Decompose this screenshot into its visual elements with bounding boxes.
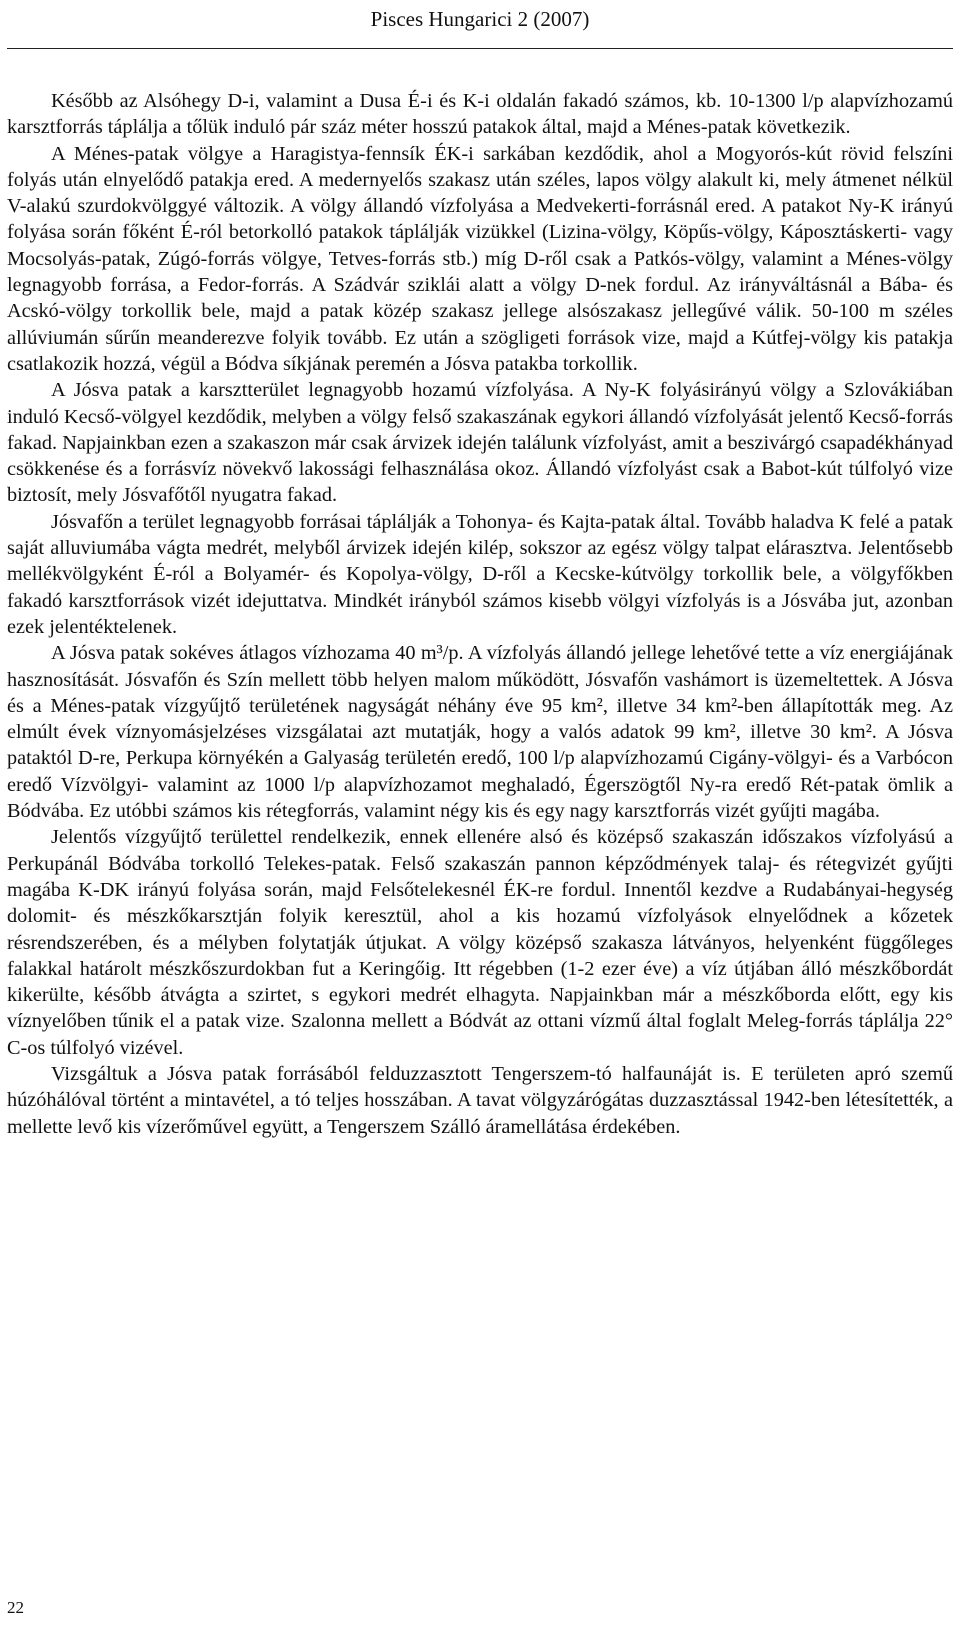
paragraph: A Ménes-patak völgye a Haragistya-fennsík ÉK-i sarkában kezdődik, ahol a Mogyorós-kút rövid felszíni folyás után elnyelődő patakja ered. A medernyelős szakasz után széles, lapos völgy alakult ki, mely átmenet nélkül V-alakú szurdokvölggyé változik. A völgy állandó vízfolyása a Medvekerti-forrásnál ered. A patakot Ny-K irányú folyása során főként É-ról betorkolló patakok táplálják vizükkel (Lizina-völgy, Köpűs-völgy, Káposztáskerti- vagy Mocsolyás-patak, Zúgó-forrás völgye, Tetves-forrás stb.) míg D-ről csak a Patkós-völgy, valamint a Ménes-völgy legnagyobb forrása, a Fedor-forrás. A Szádvár sziklái alatt a völgy D-nek fordul. Az irányváltásnál a Bába- és Acskó-völgy torkollik bele, majd a patak közép szakasz jellege alsószakasz jellegűvé válik. 50-100 m széles allúviumán sűrűn meanderezve folyik tovább. Ez után a szögligeti források vize, majd a Kútfej-völgy kis patakja csatlakozik hozzá, végül a Bódva síkjának peremén a Jósva patakba torkollik.	[7, 142, 953, 375]
paragraph: Jósvafőn a terület legnagyobb forrásai táplálják a Tohonya- és Kajta-patak által. Tovább haladva K felé a patak saját alluviumába vágta medrét, melyből árvizek idején kilép, sokszor az egész völgy talpat elárasztva. Jelentősebb mellékvölgyként É-ról a Bolyamér- és Kopolya-völgy, D-ről a Kecske-kútvölgy torkollik bele, a völgyfőkben fakadó karsztforrások vizét idejuttatva. Mindkét irányból számos kisebb völgyi vízfolyás is a Jósvába jut, azonban ezek jelentéktelenek.	[7, 510, 953, 638]
paragraph: A Jósva patak sokéves átlagos vízhozama 40 m³/p. A vízfolyás állandó jellege lehetővé tette a víz energiájának hasznosítását. Jósvafőn és Szín mellett több helyen malom működött, Jósvafőn vashámort is üzemeltettek. A Jósva és a Ménes-patak vízgyűjtő területének nagyságát néhány éve 95 km², illetve 34 km²-ben állapították meg. Az elmúlt évek víznyomásjelzéses vizsgálatai azt mutatják, hogy a valós adatok 99 km², illetve 30 km². A Jósva pataktól D-re, Perkupa környékén a Galyaság területén eredő, 100 l/p alapvízhozamú Cigány-völgyi- és a Varbócon eredő Vízvölgyi- valamint az 1000 l/p alapvízhozamot meghaladó, Égerszögtől Ny-ra eredő Rét-patak ömlik a Bódvába. Ez utóbbi számos kis rétegforrás, valamint négy kis és egy nagy karsztforrás vizét gyűjti magába.	[7, 642, 953, 823]
paragraph: Vizsgáltuk a Jósva patak forrásából felduzzasztott Tengerszem-tó halfaunáját is. E területen apró szemű húzóhálóval történt a mintavétel, a tó teljes hosszában. A tavat völgyzárógátas duzzasztással 1942-ben létesítették, a mellette levő kis vízerőművel együtt, a Tengerszem Szálló áramellátása érdekében.	[7, 1062, 953, 1138]
running-title: Pisces Hungarici 2 (2007)	[370, 7, 590, 31]
page-number: 22	[7, 1598, 24, 1617]
paragraph: Jelentős vízgyűjtő területtel rendelkezik, ennek ellenére alsó és középső szakaszán időszakos vízfolyású a Perkupánál Bódvába torkolló Telekes-patak. Felső szakaszán pannon képződmények talaj- és rétegvizét gyűjti magába K-DK irányú folyása során, majd Felsőtelekesnél ÉK-re fordul. Innentől kezdve a Rudabányai-hegység dolomit- és mészkőkarsztján folyik keresztül, ahol a kis hozamú vízfolyások elnyelődnek a kőzetek résrendszerében, és a mélyben folytatják útjukat. A völgy középső szakasza látványos, helyenként függőleges falakkal határolt mészkőszurdokban fut a Keringőig. Itt régebben (1-2 ezer éve) a víz útjában álló mészkőbordát kikerülte, később átvágta a szirtet, s egykori medrét elhagyta. Napjainkban már a mészkőborda előtt, egy kis víznyelőben tűnik el a patak vize. Szalonna mellett a Bódvát az ottani vízmű által foglalt Meleg-forrás táplálja 22° C-os túlfolyó vizével.	[7, 826, 953, 1059]
article-body	[7, 88, 953, 1140]
header-rule	[7, 48, 953, 49]
paragraph: Később az Alsóhegy D-i, valamint a Dusa É-i és K-i oldalán fakadó számos, kb. 10-1300 l/p alapvízhozamú karsztforrás táplálja a tőlük induló pár száz méter hosszú patakok által, majd a Ménes-patak következik.	[7, 90, 953, 139]
paragraph: A Jósva patak a karsztterület legnagyobb hozamú vízfolyása. A Ny-K folyásirányú völgy a Szlovákiában induló Kecső-völgyel kezdődik, melyben a völgy felső szakaszának egykori állandó vízfolyását jelentő Kecső-forrás fakad. Napjainkban ezen a szakaszon már csak árvizek idején találunk vízfolyást, amit a beszivárgó csapadékhányad csökkenése és a forrásvíz növekvő lakossági felhasználása okoz. Állandó vízfolyást csak a Babot-kút túlfolyó vize biztosít, mely Jósvafőtől nyugatra fakad.	[7, 379, 953, 507]
